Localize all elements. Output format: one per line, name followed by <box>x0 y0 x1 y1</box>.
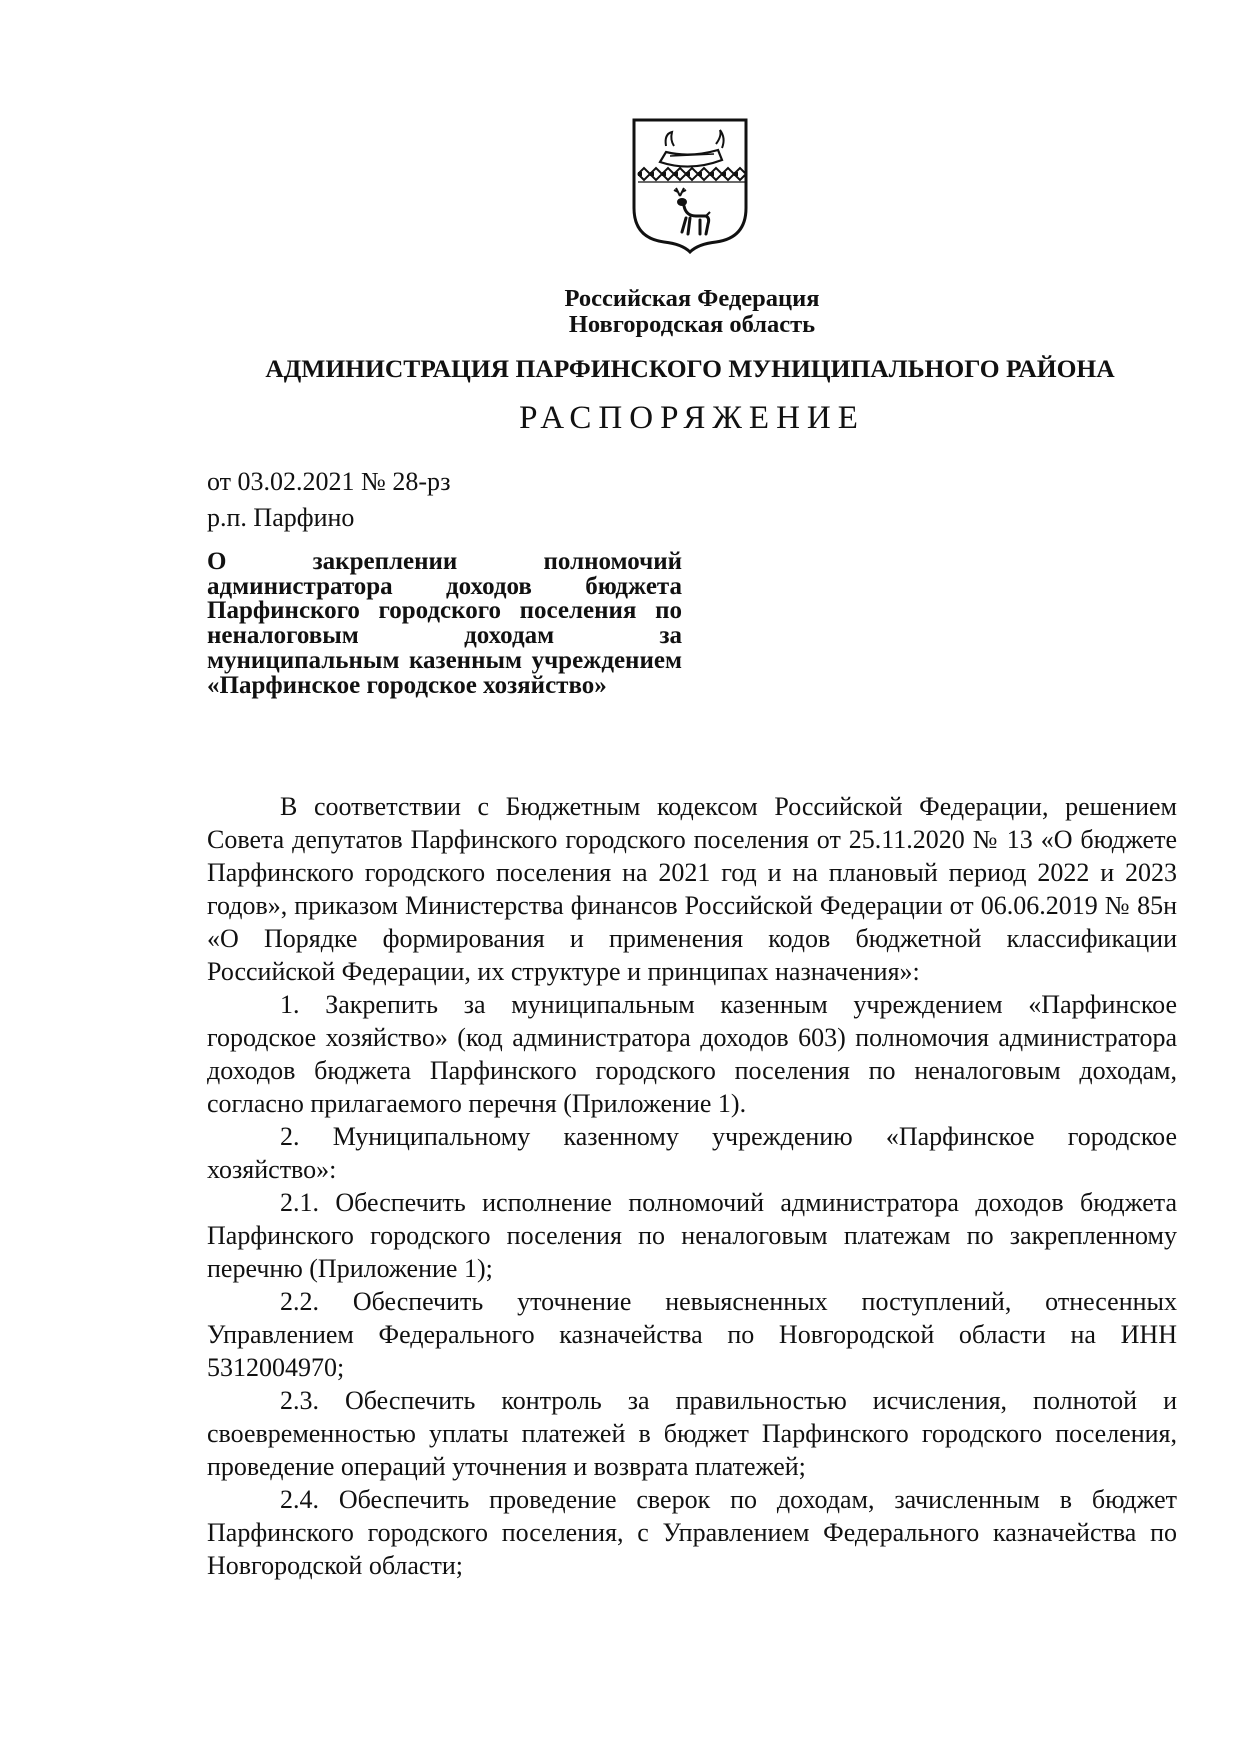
document-body <box>207 790 1177 1582</box>
item-2-3: 2.3. Обеспечить контроль за правильностью исчисления, полнотой и своевременностью уплаты платежей в бюджет Парфинского городского поселения, проведение операций уточнения и возврата платежей; <box>207 1386 1177 1481</box>
preamble-paragraph: В соответствии с Бюджетным кодексом Российской Федерации, решением Совета депутатов Парфинского городского поселения от 25.11.2020 № 13 «О бюджете Парфинского городского поселения на 2021 год и на плановый период 2022 и 2023 годов», приказом Министерства финансов Российской Федерации от 06.06.2019 № 85н «О Порядке формирования и применения кодов бюджетной классификации Российской Федерации, их структуре и принципах назначения»: <box>207 792 1177 986</box>
country-name: Российская Федерация <box>564 285 820 312</box>
date-number: от 03.02.2021 № 28-рз <box>207 467 451 496</box>
document-type: РАСПОРЯЖЕНИЕ <box>519 400 865 436</box>
document-meta <box>207 464 451 536</box>
item-2: 2. Муниципальному казенному учреждению «Парфинское городское хозяйство»: <box>207 1122 1177 1184</box>
item-1: 1. Закрепить за муниципальным казенным учреждением «Парфинское городское хозяйство» (код администратора доходов 603) полномочия администратора доходов бюджета Парфинского городского поселения по неналоговым доходам, согласно прилагаемого перечня (Приложение 1). <box>207 990 1177 1118</box>
place: р.п. Парфино <box>207 503 355 532</box>
item-2-4: 2.4. Обеспечить проведение сверок по доходам, зачисленным в бюджет Парфинского городского поселения, с Управлением Федерального казначейства по Новгородской области; <box>207 1485 1177 1580</box>
coat-of-arms-icon <box>630 116 750 256</box>
item-2-2: 2.2. Обеспечить уточнение невыясненных поступлений, отнесенных Управлением Федерального казначейства по Новгородской области на ИНН 5312004970; <box>207 1287 1177 1382</box>
country-header <box>0 286 1240 338</box>
item-2-1: 2.1. Обеспечить исполнение полномочий администратора доходов бюджета Парфинского городского поселения по неналоговым платежам по закрепленному перечню (Приложение 1); <box>207 1188 1177 1283</box>
administration-title: АДМИНИСТРАЦИЯ ПАРФИНСКОГО МУНИЦИПАЛЬНОГО РАЙОНА <box>265 354 1115 383</box>
document-subject: О закреплении полномочий администратора доходов бюджета Парфинского городского поселения по неналоговым доходам за муниципальным казенным учреждением «Парфинское городское хозяйство» <box>207 548 682 699</box>
region-name: Новгородская область <box>568 311 816 338</box>
